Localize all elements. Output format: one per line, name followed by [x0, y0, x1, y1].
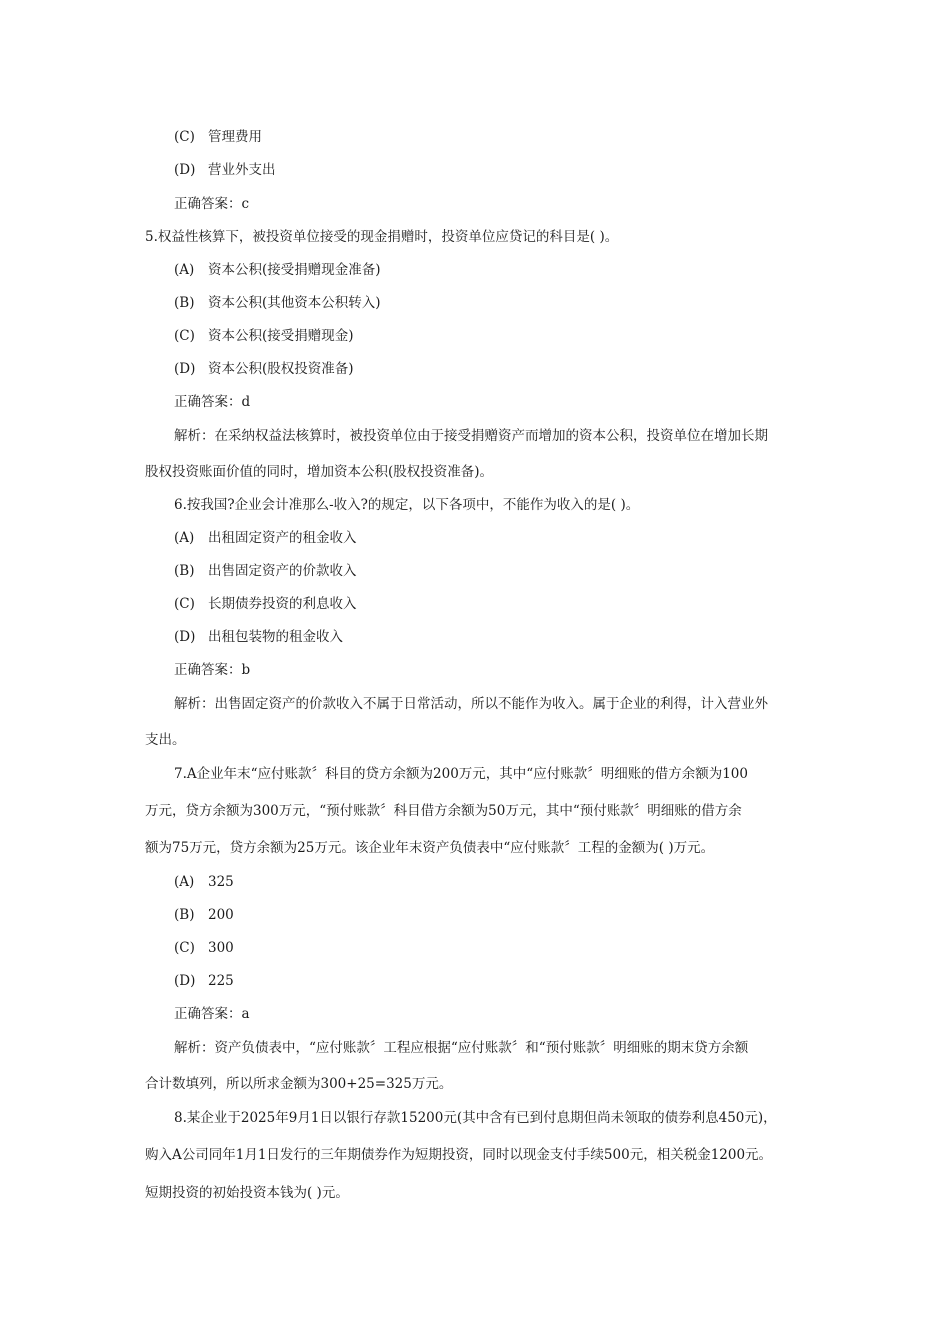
option-text: 225	[208, 973, 234, 989]
option-text: 出租固定资产的租金收入	[208, 530, 357, 546]
option-q5-c	[174, 327, 354, 345]
option-letter: (C)	[174, 596, 195, 612]
option-letter: (C)	[174, 129, 195, 145]
option-text: 出租包装物的租金收入	[208, 629, 343, 645]
option-text: 资本公积(接受捐赠现金)	[208, 328, 354, 344]
answer-q5: 正确答案：d	[174, 394, 251, 410]
question-7-stem-line1: 7.A企业年末“应付账款〞科目的贷方余额为200万元，其中“应付账款〞明细账的借方余额为100	[174, 766, 748, 782]
answer-q4: 正确答案：c	[174, 196, 250, 212]
option-letter: (D)	[174, 973, 196, 989]
option-q7-c	[174, 939, 234, 957]
option-letter: (B)	[174, 563, 195, 579]
option-text: 325	[208, 874, 234, 890]
option-q7-a	[174, 873, 234, 891]
option-q4-d	[174, 161, 276, 179]
question-5-stem: 5.权益性核算下，被投资单位接受的现金捐赠时，投资单位应贷记的科目是( )。	[145, 229, 619, 245]
option-q6-b	[174, 562, 357, 580]
option-letter: (B)	[174, 907, 195, 923]
option-letter: (A)	[174, 874, 195, 890]
option-text: 出售固定资产的价款收入	[208, 563, 357, 579]
option-text: 营业外支出	[208, 162, 276, 178]
question-7-stem-line2: 万元，贷方余额为300万元，“预付账款〞科目借方余额为50万元，其中“预付账款〞明细账的借方余	[145, 803, 742, 819]
option-letter: (A)	[174, 262, 195, 278]
option-text: 长期债券投资的利息收入	[208, 596, 357, 612]
answer-q6: 正确答案：b	[174, 662, 251, 678]
question-6-stem: 6.按我国?企业会计准那么-收入?的规定，以下各项中，不能作为收入的是( )。	[174, 497, 640, 513]
option-q6-d	[174, 628, 343, 646]
option-q5-a	[174, 261, 381, 279]
option-q6-c	[174, 595, 357, 613]
option-q6-a	[174, 529, 357, 547]
option-text: 300	[208, 940, 234, 956]
analysis-q7-line2: 合计数填列，所以所求金额为300+25=325万元。	[145, 1076, 453, 1092]
question-8-stem-line2: 购入A公司同年1月1日发行的三年期债券作为短期投资，同时以现金支付手续500元，相关税金1200元。	[145, 1147, 773, 1163]
option-q5-b	[174, 294, 381, 312]
option-text: 管理费用	[208, 129, 262, 145]
option-q7-d	[174, 972, 234, 990]
option-q7-b	[174, 906, 234, 924]
option-q5-d	[174, 360, 354, 378]
answer-q7: 正确答案：a	[174, 1006, 250, 1022]
option-text: 资本公积(接受捐赠现金准备)	[208, 262, 381, 278]
option-text: 200	[208, 907, 234, 923]
option-letter: (D)	[174, 629, 196, 645]
question-8-stem-line3: 短期投资的初始投资本钱为( )元。	[145, 1185, 349, 1201]
option-letter: (A)	[174, 530, 195, 546]
analysis-q5-line1: 解析：在采纳权益法核算时，被投资单位由于接受捐赠资产而增加的资本公积，投资单位在增加长期	[174, 428, 768, 444]
option-text: 资本公积(其他资本公积转入)	[208, 295, 381, 311]
question-7-stem-line3: 额为75万元，贷方余额为25万元。该企业年末资产负债表中“应付账款〞工程的金额为( )万元。	[145, 840, 715, 856]
analysis-q6-line1: 解析：出售固定资产的价款收入不属于日常活动，所以不能作为收入。属于企业的利得，计入营业外	[174, 696, 768, 712]
analysis-q6-line2: 支出。	[145, 732, 186, 748]
question-8-stem-line1: 8.某企业于2025年9月1日以银行存款15200元(其中含有已到付息期但尚未领取的债券利息450元)，	[174, 1110, 777, 1126]
option-q4-c	[174, 128, 262, 146]
analysis-q7-line1: 解析：资产负债表中，“应付账款〞工程应根据“应付账款〞和“预付账款〞明细账的期末贷方余额	[174, 1040, 749, 1056]
analysis-q5-line2: 股权投资账面价值的同时，增加资本公积(股权投资准备)。	[145, 464, 494, 480]
option-letter: (D)	[174, 361, 196, 377]
option-letter: (C)	[174, 940, 195, 956]
option-letter: (B)	[174, 295, 195, 311]
option-letter: (C)	[174, 328, 195, 344]
option-text: 资本公积(股权投资准备)	[208, 361, 354, 377]
option-letter: (D)	[174, 162, 196, 178]
